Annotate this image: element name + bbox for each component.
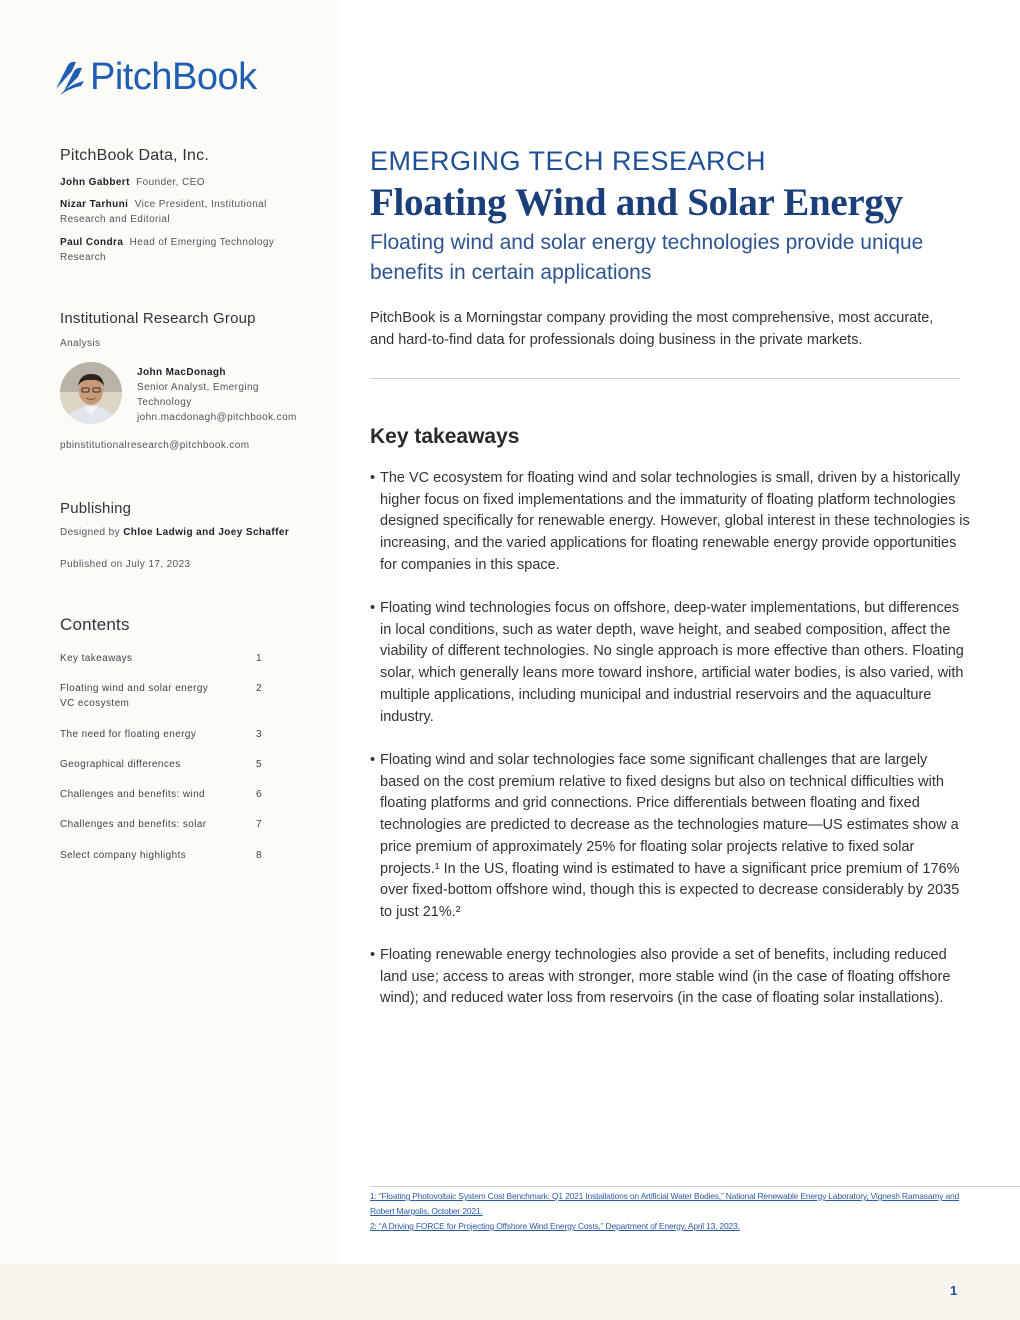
toc-label: Geographical differences — [60, 759, 181, 770]
toc-label: Select company highlights — [60, 850, 187, 861]
person-gabbert — [60, 175, 310, 190]
person-role: Head of Emerging Technology Research — [60, 237, 275, 263]
group-subtitle: Analysis — [60, 338, 101, 349]
toc-label: Floating wind and solar energy VC ecosystem — [60, 683, 209, 709]
toc-item[interactable] — [60, 817, 270, 832]
author-photo-icon — [60, 362, 122, 424]
toc-item[interactable] — [60, 681, 270, 711]
toc-page: 8 — [256, 850, 262, 861]
person-role: Founder, CEO — [136, 177, 205, 188]
toc-page: 7 — [256, 819, 262, 830]
toc-page: 6 — [256, 789, 262, 800]
team-email[interactable]: pbinstitutionalresearch@pitchbook.com — [60, 440, 250, 451]
group-title: Institutional Research Group — [60, 310, 256, 327]
person-tarhuni — [60, 197, 290, 227]
footnote-divider — [370, 1186, 1020, 1187]
person-condra — [60, 235, 290, 265]
person-role: Vice President, Institutional Research and Editorial — [60, 199, 267, 225]
bullet-mark: • — [370, 600, 376, 616]
toc-page: 1 — [256, 653, 262, 664]
intro-paragraph: PitchBook is a Morningstar company providing the most comprehensive, most accurate, and hard-to-find data for professionals doing business in the private markets. — [370, 310, 934, 348]
toc-page: 3 — [256, 729, 262, 740]
footnote-2[interactable]: 2: “A Driving FORCE for Projecting Offshore Wind Energy Costs,” Department of Energy, April 13, 2023. — [370, 1221, 740, 1231]
report-title: Floating Wind and Solar Energy — [370, 181, 903, 224]
author-card — [60, 362, 320, 432]
bullet-text: Floating wind technologies focus on offshore, deep-water implementations, but differences in local conditions, such as water depth, wave height, and seabed composition, affect the viability of different technologies. No single approach is more effective than others. Floating solar, which generally leans more toward inshore, artificial water bodies, is also varied, with multiple applications, including municipal and industrial reservoirs and the aquaculture industry. — [380, 600, 964, 725]
author-title: Senior Analyst, Emerging Technology — [137, 382, 259, 408]
toc-item[interactable] — [60, 651, 270, 666]
bullet-text: Floating renewable energy technologies also provide a set of benefits, including reduced land use; access to areas with stronger, more stable wind (in the case of floating offshore wind); and reduced water loss from reservoirs (in the case of floating solar installations). — [380, 947, 951, 1007]
person-name: Paul Condra — [60, 237, 124, 248]
toc-label: Challenges and benefits: wind — [60, 789, 206, 800]
toc-page: 5 — [256, 759, 262, 770]
published-date: Published on July 17, 2023 — [60, 559, 191, 570]
author-info — [137, 365, 297, 425]
toc-label: Challenges and benefits: solar — [60, 819, 207, 830]
takeaway-bullet — [370, 750, 970, 924]
toc-label: The need for floating energy — [60, 729, 197, 740]
person-name: Nizar Tarhuni — [60, 199, 129, 210]
contents-title: Contents — [60, 615, 130, 634]
person-name: John Gabbert — [60, 177, 130, 188]
pitchbook-logo-icon — [54, 59, 88, 97]
report-kicker: EMERGING TECH RESEARCH — [370, 146, 767, 176]
toc-item[interactable] — [60, 848, 270, 863]
designers: Chloe Ladwig and Joey Schaffer — [123, 527, 290, 538]
pitchbook-logo — [54, 56, 257, 99]
page-number: 1 — [950, 1283, 958, 1298]
footer-band — [0, 1264, 1020, 1320]
divider — [370, 378, 960, 379]
footnote-1[interactable]: 1: “Floating Photovoltaic System Cost Benchmark: Q1 2021 Installations on Artificial Water Bodies,” National Renewable Energy Laboratory, Vignesh Ramasamy and Robert Margolis, October 2021. — [370, 1191, 960, 1216]
bullet-text: The VC ecosystem for floating wind and solar technologies is small, driven by a historically higher focus on fixed implementations and the immaturity of floating platform technologies designed specifically for renewable energy. However, global interest in these technologies is increasing, and the varied applications for floating renewable energy provide opportunities for companies in this space. — [380, 470, 970, 573]
toc-label: Key takeaways — [60, 653, 133, 664]
logo-wordmark: PitchBook — [90, 56, 257, 98]
designed-by — [60, 525, 310, 540]
author-email[interactable]: john.macdonagh@pitchbook.com — [137, 412, 297, 423]
toc-page: 2 — [256, 683, 262, 694]
author-name: John MacDonagh — [137, 367, 226, 378]
toc-item[interactable] — [60, 757, 270, 772]
report-subtitle: Floating wind and solar energy technologies provide unique benefits in certain applications — [370, 231, 924, 284]
bullet-text: Floating wind and solar technologies face some significant challenges that are largely based on the cost premium relative to fixed designs but also on technical difficulties with floating platforms and grid connections. Price differentials between floating and fixed technologies are predicted to decrease as the technologies mature—US estimates show a price premium of approximately 25% for floating solar projects relative to fixed solar projects.¹ In the US, floating wind is estimated to have a significant price premium of 176% over fixed-bottom offshore wind, though this is expected to decrease considerably by 2035 to just 21%.² — [380, 752, 960, 920]
toc-item[interactable] — [60, 727, 270, 742]
company-name: PitchBook Data, Inc. — [60, 147, 209, 164]
bullet-mark: • — [370, 752, 376, 768]
takeaway-bullet — [370, 468, 970, 577]
toc-item[interactable] — [60, 787, 270, 802]
takeaway-bullet — [370, 598, 970, 728]
key-takeaways-heading: Key takeaways — [370, 425, 520, 448]
bullet-mark: • — [370, 947, 376, 963]
author-avatar — [60, 362, 122, 424]
designed-by-prefix: Designed by — [60, 527, 120, 538]
takeaway-bullet — [370, 945, 970, 1010]
publishing-title: Publishing — [60, 500, 132, 517]
bullet-mark: • — [370, 470, 376, 486]
